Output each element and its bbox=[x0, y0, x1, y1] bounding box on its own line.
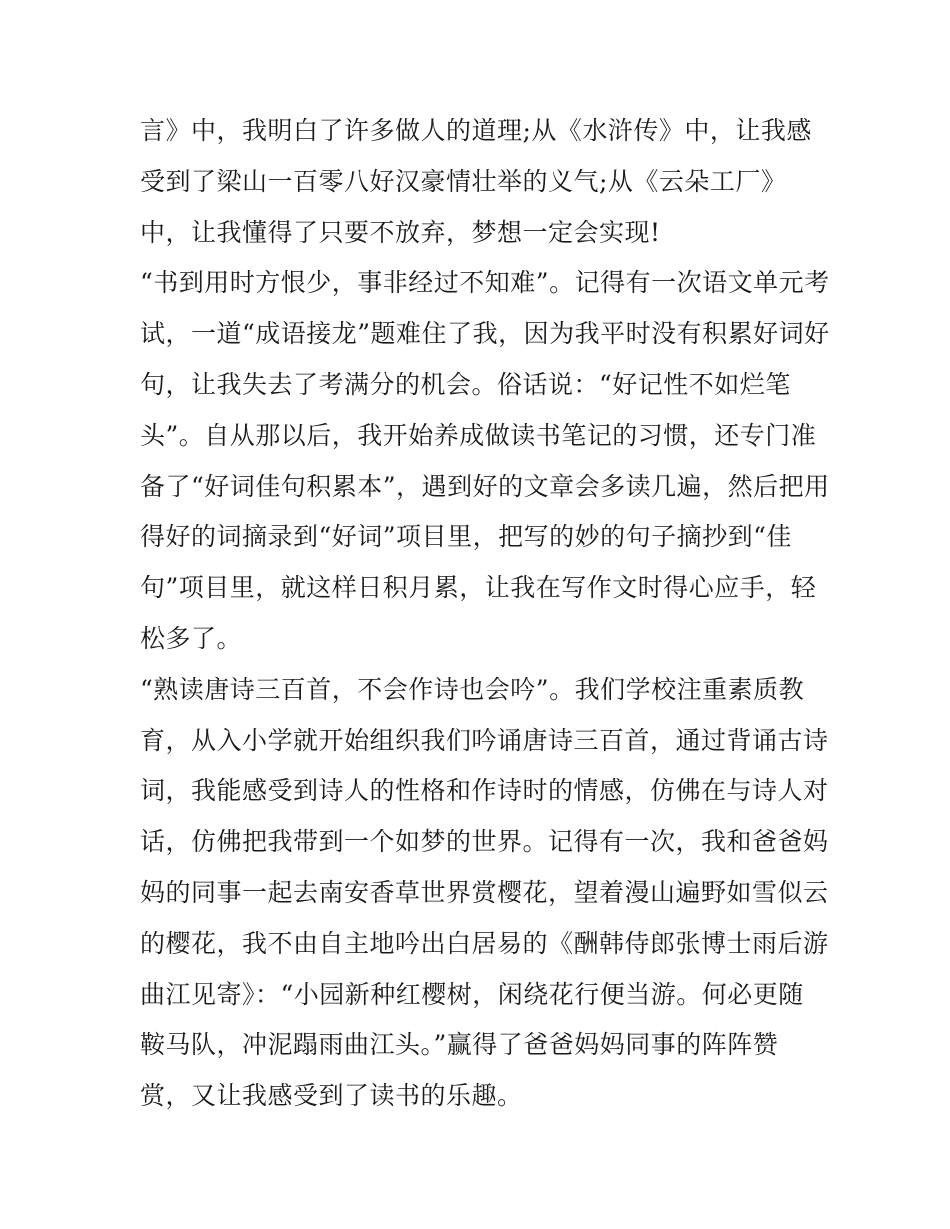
text-line-14: 词，我能感受到诗人的性格和作诗时的情感，仿佛在与诗人对 bbox=[140, 776, 829, 806]
text-line-17: 的樱花，我不由自主地吟出白居易的《酬韩侍郎张博士雨后游 bbox=[140, 928, 829, 958]
text-line-18: 曲江见寄》：“小园新种红樱树，闲绕花行便当游。何必更随 bbox=[140, 979, 804, 1009]
text-line-6: 句，让我失去了考满分的机会。俗话说：“好记性不如烂笔 bbox=[140, 369, 791, 399]
text-line-20: 赏，又让我感受到了读书的乐趣。 bbox=[140, 1081, 523, 1111]
body-text bbox=[140, 106, 830, 1122]
text-line-13: 育，从入小学就开始组织我们吟诵唐诗三百首，通过背诵古诗 bbox=[140, 725, 829, 755]
text-line-16: 妈的同事一起去南安香草世界赏樱花，望着漫山遍野如雪似云 bbox=[140, 877, 829, 907]
text-line-8: 备了“好词佳句积累本”，遇到好的文章会多读几遍，然后把用 bbox=[140, 471, 830, 501]
text-line-9: 得好的词摘录到“好词”项目里，把写的妙的句子摘抄到“佳 bbox=[140, 522, 792, 552]
text-line-1: 言》中，我明白了许多做人的道理;从《水浒传》中，让我感 bbox=[140, 116, 812, 145]
text-line-5: 试，一道“成语接龙”题难住了我，因为我平时没有积累好词好 bbox=[140, 319, 830, 349]
text-line-7: 头”。自从那以后，我开始养成做读书笔记的习惯，还专门准 bbox=[140, 420, 817, 450]
text-line-10: 句”项目里，就这样日积月累，让我在写作文时得心应手，轻 bbox=[140, 573, 817, 603]
text-line-12: “熟读唐诗三百首，不会作诗也会吟”。我们学校注重素质教 bbox=[140, 674, 805, 704]
text-line-4: “书到用时方恨少，事非经过不知难”。记得有一次语文单元考 bbox=[140, 268, 830, 298]
text-line-2: 受到了梁山一百零八好汉豪情壮举的义气;从《云朵工厂》 bbox=[140, 166, 787, 196]
text-line-3: 中，让我懂得了只要不放弃，梦想一定会实现! bbox=[140, 217, 661, 247]
text-line-19: 鞍马队，冲泥蹋雨曲江头。”赢得了爸爸妈妈同事的阵阵赞 bbox=[140, 1030, 779, 1060]
text-line-15: 话，仿佛把我带到一个如梦的世界。记得有一次，我和爸爸妈 bbox=[140, 827, 829, 857]
text-line-11: 松多了。 bbox=[140, 623, 243, 653]
